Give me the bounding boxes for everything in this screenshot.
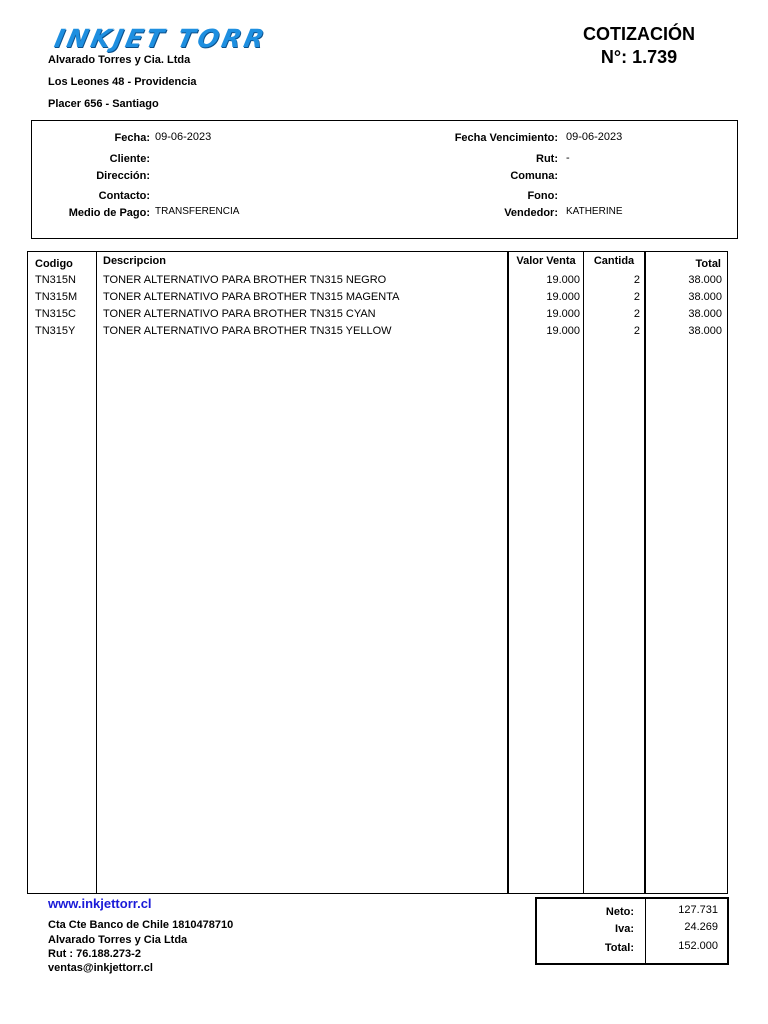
iva-label: Iva:	[615, 923, 634, 935]
total-label: Total:	[604, 942, 634, 954]
footer-rut: Rut : 76.188.273-2	[48, 948, 141, 960]
row-valor: 19.000	[546, 274, 580, 286]
direccion-label: Dirección:	[96, 170, 150, 182]
totals-divider	[645, 897, 646, 965]
row-descripcion: TONER ALTERNATIVO PARA BROTHER TN315 YELLOW	[103, 325, 392, 337]
column-divider	[583, 251, 584, 894]
items-table	[27, 251, 728, 894]
row-cantidad: 2	[633, 308, 640, 320]
company-address-2: Placer 656 - Santiago	[48, 98, 159, 110]
row-descripcion: TONER ALTERNATIVO PARA BROTHER TN315 CYAN	[103, 308, 376, 320]
row-codigo: TN315C	[35, 308, 76, 320]
row-cantidad: 2	[633, 325, 640, 337]
row-descripcion: TONER ALTERNATIVO PARA BROTHER TN315 MAGENTA	[103, 291, 400, 303]
fecha-vencimiento-value: 09-06-2023	[566, 131, 623, 143]
vendedor-value: KATHERINE	[566, 206, 623, 217]
row-codigo: TN315M	[35, 291, 78, 303]
row-total: 38.000	[688, 274, 722, 286]
row-codigo: TN315N	[35, 274, 76, 286]
header-total: Total	[695, 258, 721, 270]
company-address-1: Los Leones 48 - Providencia	[48, 76, 197, 88]
header-cantidad: Cantida	[593, 255, 635, 267]
rut-value: -	[566, 152, 570, 164]
row-valor: 19.000	[546, 325, 580, 337]
rut-label: Rut:	[536, 153, 558, 165]
neto-label: Neto:	[605, 906, 634, 918]
row-descripcion: TONER ALTERNATIVO PARA BROTHER TN315 NEGRO	[103, 274, 387, 286]
fecha-vencimiento-label: Fecha Vencimiento:	[454, 132, 558, 144]
vendedor-label: Vendedor:	[504, 207, 558, 219]
medio-pago-value: TRANSFERENCIA	[155, 206, 240, 217]
medio-pago-label: Medio de Pago:	[68, 207, 150, 219]
column-divider	[507, 251, 509, 894]
row-valor: 19.000	[546, 291, 580, 303]
comuna-label: Comuna:	[510, 170, 558, 182]
contacto-label: Contacto:	[98, 190, 150, 202]
row-cantidad: 2	[633, 291, 640, 303]
row-total: 38.000	[688, 291, 722, 303]
row-valor: 19.000	[546, 308, 580, 320]
company-name: Alvarado Torres y Cia. Ltda	[48, 54, 191, 66]
quote-title: COTIZACIÓN	[583, 24, 695, 44]
row-cantidad: 2	[633, 274, 640, 286]
fono-label: Fono:	[527, 190, 558, 202]
company-logo: INKJET TORR	[51, 24, 270, 53]
fecha-label: Fecha:	[114, 132, 150, 144]
quote-number: N°: 1.739	[600, 47, 678, 67]
column-divider	[96, 251, 97, 894]
website-link[interactable]: www.inkjettorr.cl	[48, 896, 152, 911]
total-value: 152.000	[678, 940, 718, 952]
column-divider	[644, 251, 646, 894]
row-codigo: TN315Y	[35, 325, 76, 337]
header-valor-venta: Valor Venta	[516, 255, 576, 267]
fecha-value: 09-06-2023	[155, 131, 212, 143]
iva-value: 24.269	[684, 921, 718, 933]
bank-account: Cta Cte Banco de Chile 1810478710	[48, 919, 234, 931]
neto-value: 127.731	[678, 904, 718, 916]
footer-company: Alvarado Torres y Cia Ltda	[48, 934, 188, 946]
row-total: 38.000	[688, 325, 722, 337]
row-total: 38.000	[688, 308, 722, 320]
footer-email: ventas@inkjettorr.cl	[48, 962, 153, 974]
header-descripcion: Descripcion	[103, 255, 166, 267]
header-codigo: Codigo	[35, 258, 73, 270]
cliente-label: Cliente:	[109, 153, 150, 165]
